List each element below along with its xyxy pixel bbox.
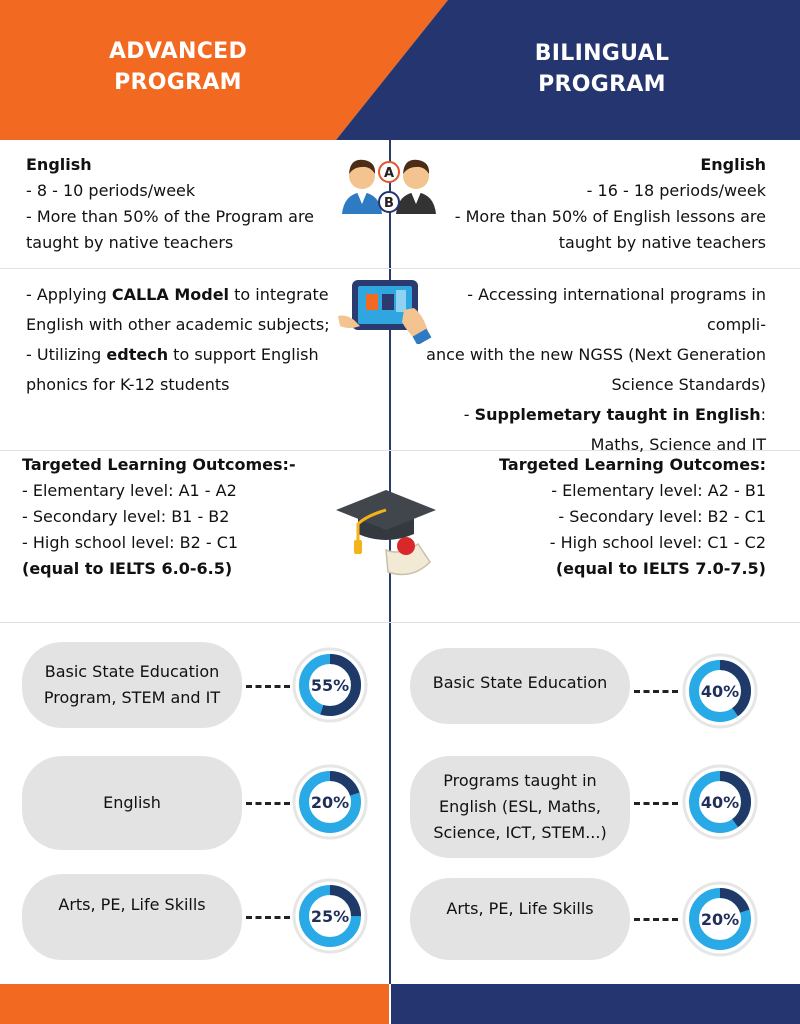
english-right-native-line2: taught by native teachers: [558, 233, 766, 252]
calla-prefix: - Applying: [26, 285, 112, 304]
pill-left-arts: Arts, PE, Life Skills: [22, 874, 242, 960]
percent-right-english: 40%: [700, 792, 740, 812]
connector-dash: [634, 918, 678, 921]
supplementary-suffix: :: [760, 405, 766, 424]
outcomes-left-secondary: - Secondary level: B1 - B2: [22, 507, 230, 526]
edtech-text: edtech: [106, 345, 169, 364]
footer-navy-bar: [391, 984, 800, 1024]
outcomes-left-elementary: - Elementary level: A1 - A2: [22, 481, 237, 500]
svg-text:A: A: [383, 166, 395, 181]
outcomes-left-block: [22, 452, 362, 582]
advanced-program-title: [48, 36, 308, 98]
edtech-suffix: to support English: [168, 345, 319, 364]
connector-dash: [246, 916, 290, 919]
edtech-prefix: - Utilizing: [26, 345, 107, 364]
methods-right-block: [412, 280, 766, 460]
percent-left-english: 20%: [310, 792, 350, 812]
percent-right-arts: 20%: [700, 909, 740, 929]
pill-right-arts: Arts, PE, Life Skills: [410, 878, 630, 960]
svg-text:B: B: [384, 196, 394, 211]
english-left-block: [26, 152, 356, 256]
percent-left-basic: 55%: [310, 675, 350, 695]
tablet-icon: [336, 278, 432, 344]
english-right-heading: English: [700, 155, 766, 174]
pill-right-english: Programs taught in English (ESL, Maths, Science, ICT, STEM...): [410, 756, 630, 858]
advanced-title-line2: PROGRAM: [114, 70, 242, 95]
methods-right-line2: ance with the new NGSS (Next Generation: [426, 345, 766, 364]
methods-left-block: [26, 280, 366, 400]
teachers-ab-icon: [338, 152, 442, 218]
connector-dash: [634, 690, 678, 693]
english-right-block: [420, 152, 766, 256]
section-rule: [0, 622, 800, 623]
advanced-title-line1: ADVANCED: [108, 39, 248, 64]
english-left-heading: English: [26, 155, 92, 174]
outcomes-left-highschool: - High school level: B2 - C1: [22, 533, 239, 552]
outcomes-left-ielts: (equal to IELTS 6.0-6.5): [22, 559, 233, 578]
english-right-periods: - 16 - 18 periods/week: [586, 181, 766, 200]
english-left-periods: - 8 - 10 periods/week: [26, 181, 196, 200]
methods-right-line1: - Accessing international programs in compli-: [467, 285, 766, 334]
connector-dash: [246, 802, 290, 805]
methods-right-line3: Science Standards): [611, 375, 766, 394]
english-left-native-line1: - More than 50% of the Program are: [26, 207, 315, 226]
footer-orange-bar: [0, 984, 389, 1024]
outcomes-right-block: [414, 452, 766, 582]
bilingual-title-line2: PROGRAM: [538, 72, 666, 97]
outcomes-right-ielts: (equal to IELTS 7.0-7.5): [555, 559, 766, 578]
methods-right-line5: Maths, Science and IT: [590, 435, 766, 454]
outcomes-right-highschool: - High school level: C1 - C2: [549, 533, 766, 552]
pill-right-basic: Basic State Education: [410, 648, 630, 724]
methods-right-line4: [412, 400, 766, 430]
english-right-native-line1: - More than 50% of English lessons are: [454, 207, 766, 226]
section-rule: [0, 268, 800, 269]
connector-dash: [634, 802, 678, 805]
outcomes-right-secondary: - Secondary level: B2 - C1: [558, 507, 766, 526]
bilingual-program-title: [472, 38, 732, 100]
pill-left-english: English: [22, 756, 242, 850]
supplementary-text: Supplemetary taught in English: [474, 405, 761, 424]
bilingual-title-line1: BILINGUAL: [534, 41, 670, 66]
methods-left-line1: [26, 280, 366, 310]
header-banner: [0, 0, 800, 140]
methods-left-line2: English with other academic subjects;: [26, 315, 330, 334]
methods-left-line4: phonics for K-12 students: [26, 375, 230, 394]
outcomes-left-heading: Targeted Learning Outcomes:-: [22, 455, 296, 474]
outcomes-right-elementary: - Elementary level: A2 - B1: [551, 481, 766, 500]
calla-model-text: CALLA Model: [111, 285, 230, 304]
methods-left-line3: [26, 340, 366, 370]
calla-suffix: to integrate: [229, 285, 329, 304]
connector-dash: [246, 685, 290, 688]
pill-left-basic: Basic State Education Program, STEM and IT: [22, 642, 242, 728]
graduation-cap-icon: [336, 486, 440, 582]
percent-right-basic: 40%: [700, 681, 740, 701]
supplementary-prefix: -: [463, 405, 475, 424]
percent-left-arts: 25%: [310, 906, 350, 926]
outcomes-right-heading: Targeted Learning Outcomes:: [499, 455, 766, 474]
english-left-native-line2: taught by native teachers: [26, 233, 234, 252]
